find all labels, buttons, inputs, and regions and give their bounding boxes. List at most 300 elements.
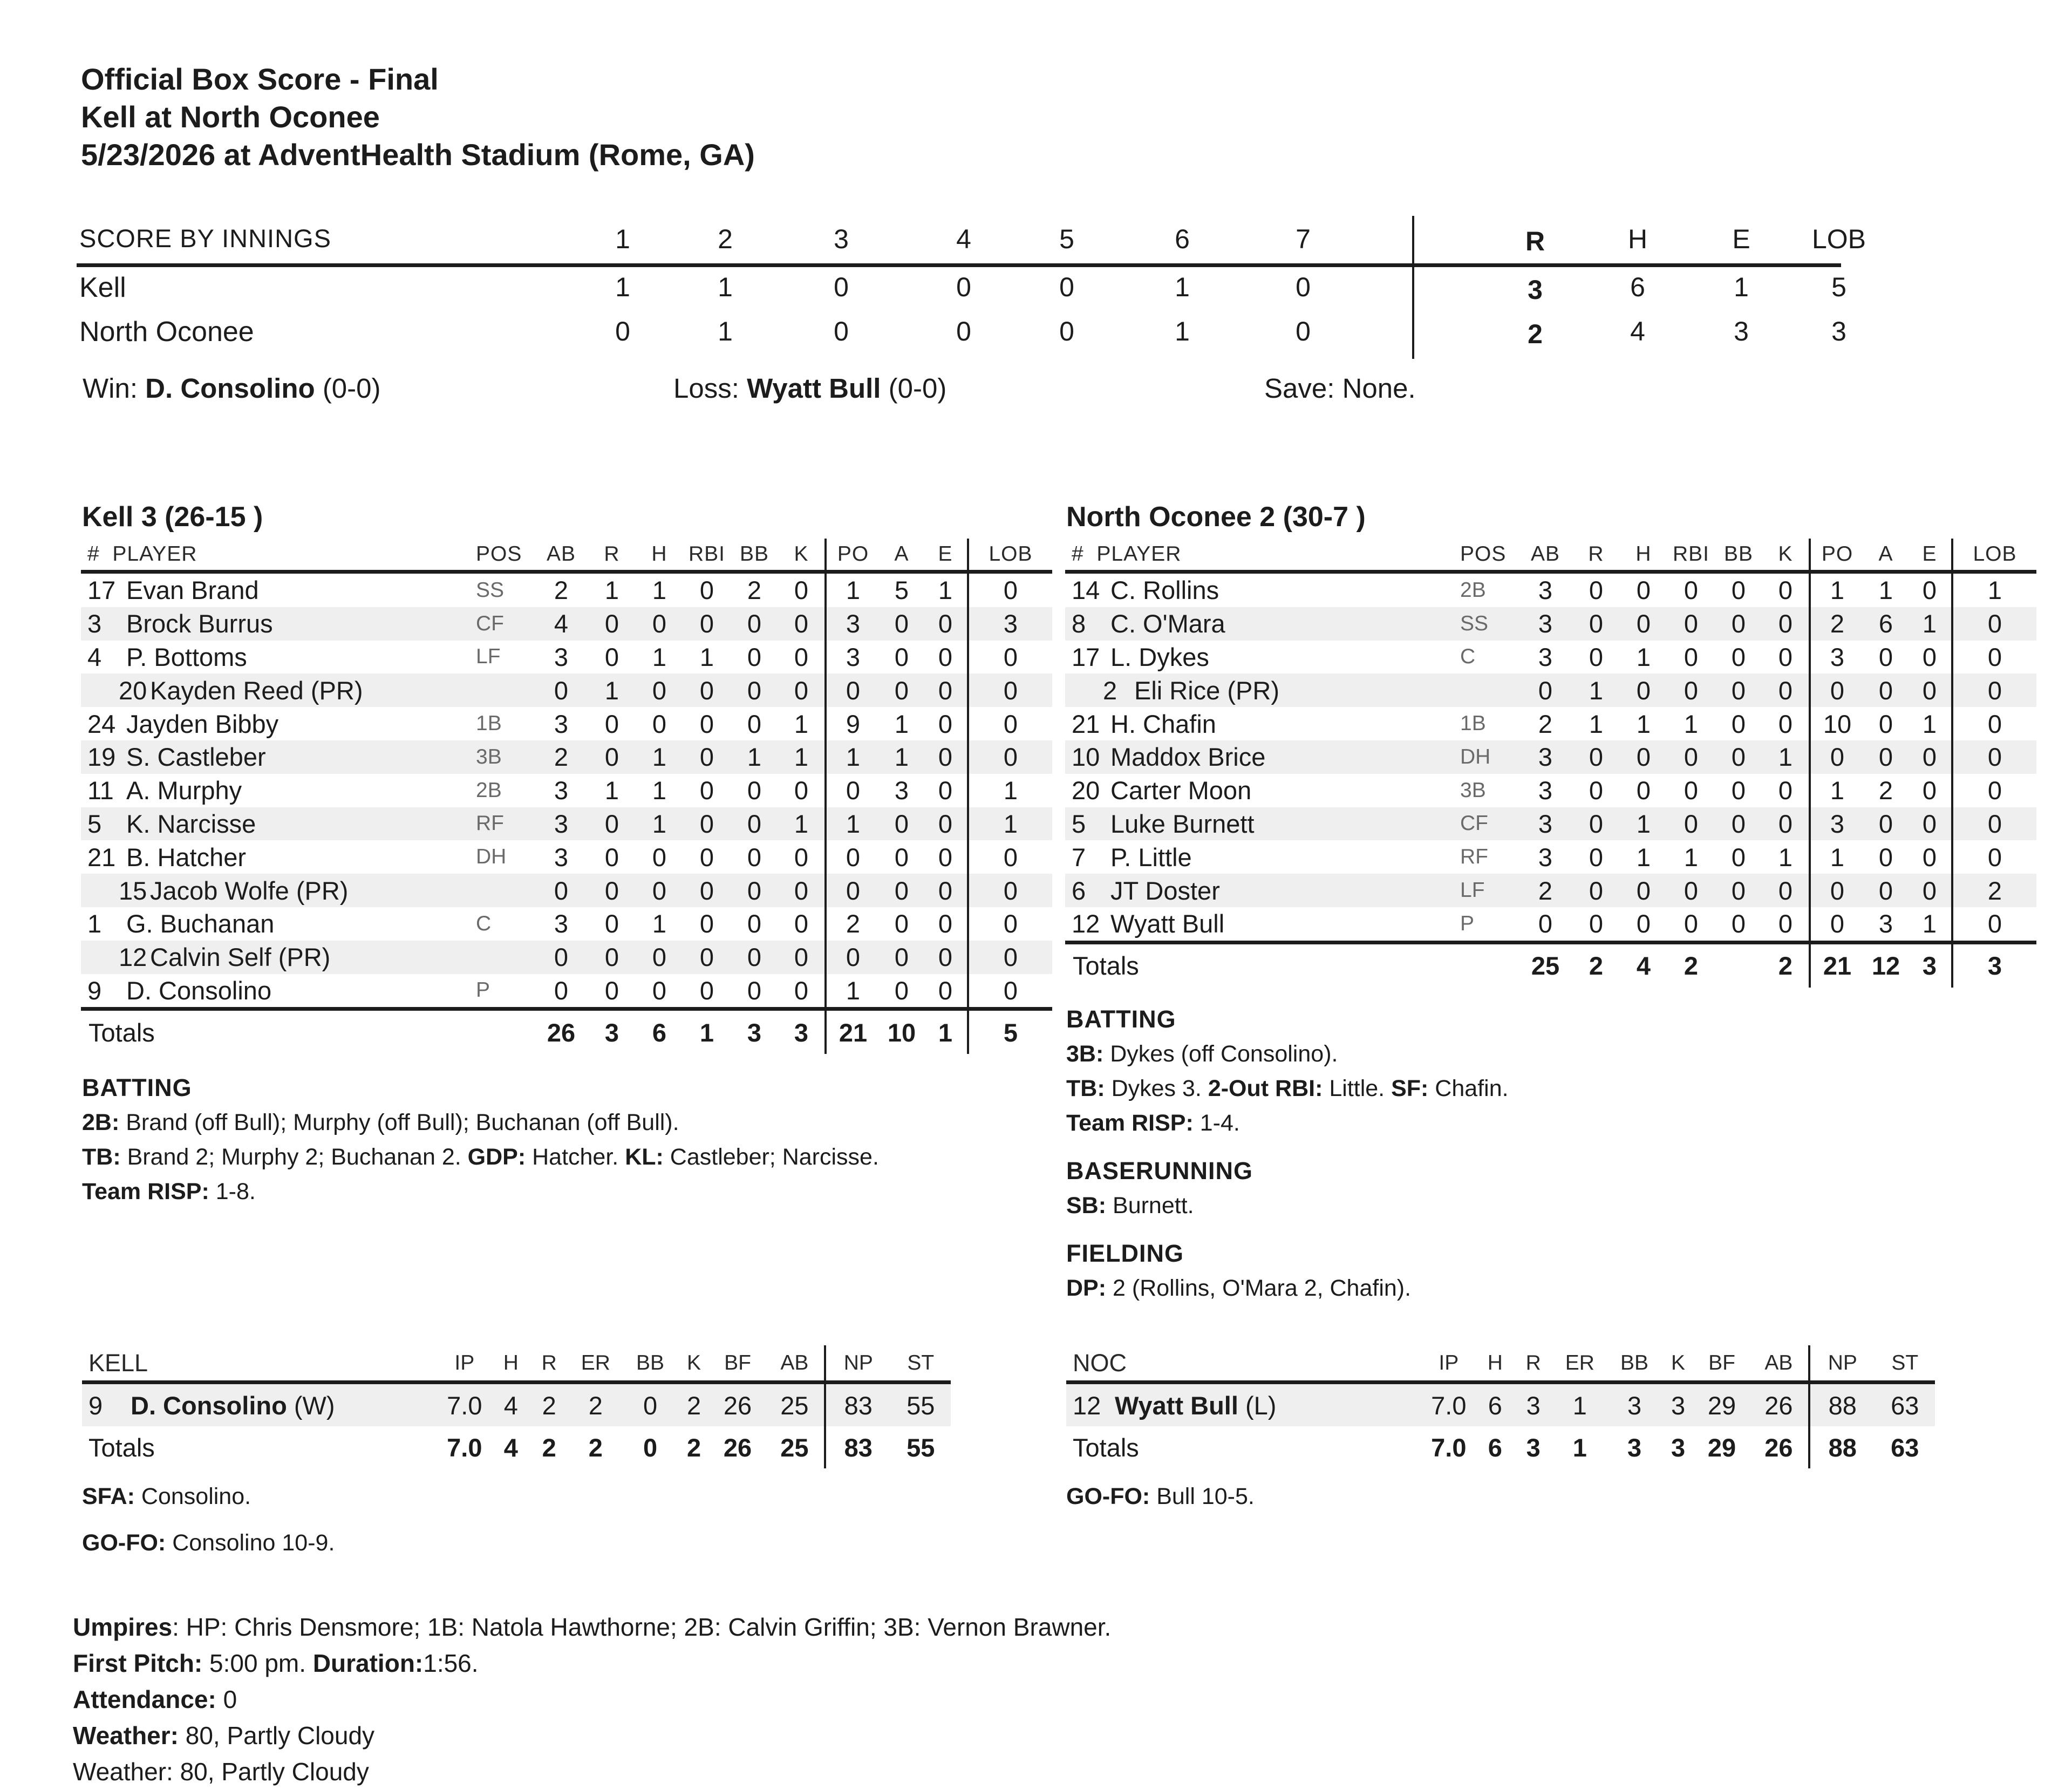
column-header: ER [581, 1351, 610, 1374]
stat-cell: 2 [1878, 776, 1893, 805]
stat-cell: 0 [1572, 874, 1620, 907]
home-batting-notes [1066, 1002, 1509, 1305]
note-line: Team RISP: 1-8. [82, 1179, 256, 1204]
total-cell: 25 [780, 1433, 809, 1462]
stat-cell: 55 [891, 1383, 951, 1427]
player-name: C. O'Mara [1110, 609, 1225, 638]
stat-cell: 3 [826, 607, 880, 641]
player-row [1065, 707, 2036, 740]
column-header: AB [780, 1351, 809, 1374]
total-cell: 88 [1809, 1426, 1875, 1468]
stat-cell: 0 [1952, 607, 2036, 641]
player-row [81, 641, 1052, 674]
stat-cell: 0 [1908, 740, 1952, 774]
stat-cell: 3 [554, 842, 569, 872]
stat-cell: 0 [1715, 673, 1762, 707]
stat-cell: 0 [731, 607, 778, 641]
stat-cell: 3 [554, 642, 569, 671]
stat-cell: 0 [604, 909, 619, 938]
note-line: GO-FO: Bull 10-5. [1066, 1483, 1255, 1509]
player-name: Evan Brand [126, 576, 259, 605]
player-position: CF [1454, 807, 1518, 841]
player-name-cell [81, 874, 469, 907]
inning-header: 3 [834, 224, 849, 254]
stat-cell: 3 [826, 641, 880, 674]
stat-cell: 1 [588, 673, 636, 707]
stat-cell: 83 [825, 1383, 891, 1427]
pitching-team-label: KELL [88, 1349, 148, 1377]
column-header: E [938, 542, 953, 566]
stat-cell: 0 [1731, 842, 1746, 872]
player-position: 1B [476, 712, 502, 736]
stat-cell: 0 [1589, 576, 1604, 605]
stat-cell: 3 [1518, 807, 1572, 841]
page-title: Official Box Score - Final [81, 62, 439, 96]
stat-cell: 0 [604, 976, 619, 1005]
stat-cell: 0 [1952, 907, 2036, 942]
stat-cell: 1 [1810, 572, 1864, 607]
home-pitching-table [1066, 1345, 1935, 1468]
inning-score: 0 [956, 316, 971, 346]
stat-cell: 0 [1762, 607, 1810, 641]
stat-cell: 1 [652, 576, 667, 605]
stat-cell: 1 [968, 774, 1052, 807]
jersey-number: 12 [119, 943, 147, 972]
stat-cell: 3 [1662, 1383, 1695, 1427]
stat-cell: 0 [1778, 776, 1793, 805]
stat-cell: 5 [894, 576, 909, 605]
attendance-line: Attendance: 0 [73, 1685, 237, 1713]
stat-cell: 0 [683, 673, 731, 707]
stat-cell: 0 [747, 842, 762, 872]
player-name-cell [81, 774, 469, 807]
home-batting-table [1065, 539, 2036, 988]
stat-cell: 0 [1731, 909, 1746, 938]
player-position: P [1460, 911, 1475, 935]
stat-cell: 0 [604, 642, 619, 671]
stat-cell: 0 [699, 776, 714, 805]
away-batting-notes [82, 1071, 879, 1209]
pitcher-row [82, 1383, 951, 1427]
player-position [469, 673, 534, 707]
stat-cell: 3 [1878, 909, 1893, 938]
stat-cell: 3 [894, 776, 909, 805]
stat-cell: 1 [731, 740, 778, 774]
stat-cell: 2 [1952, 874, 2036, 907]
stat-cell: 26 [710, 1383, 765, 1427]
column-header: LOB [968, 539, 1052, 572]
total-cell: 3 [1922, 951, 1937, 981]
win-record: (0-0) [322, 373, 381, 404]
stat-cell: 1 [699, 642, 714, 671]
player-name: B. Hatcher [126, 842, 247, 872]
player-row [1065, 907, 2036, 942]
total-cell: 55 [906, 1433, 935, 1462]
jersey-number: 10 [1072, 743, 1100, 772]
pitcher-decision: (W) [294, 1391, 335, 1420]
note-line: SFA: Consolino. [82, 1483, 251, 1509]
note-line: DP: 2 (Rollins, O'Mara 2, Chafin). [1066, 1275, 1412, 1301]
note-line: GO-FO: Consolino 10-9. [82, 1530, 335, 1556]
total-cell: 12 [1871, 951, 1900, 981]
player-row [81, 707, 1052, 740]
column-header: H [1487, 1351, 1503, 1374]
stat-cell: 0 [683, 807, 731, 841]
stat-cell: 0 [1589, 642, 1604, 671]
totals-divider [1412, 216, 1414, 359]
stat-cell: 0 [731, 874, 778, 907]
player-name-cell [81, 907, 469, 941]
column-header: IP [454, 1351, 475, 1374]
column-header: BF [724, 1351, 751, 1374]
stat-cell: 0 [731, 673, 778, 707]
stat-cell: 2 [568, 1383, 623, 1427]
totals-label: Totals [1073, 951, 1139, 981]
stat-cell: 0 [794, 909, 809, 938]
total-cell: 7.0 [447, 1433, 482, 1462]
total-cell: 3 [794, 1018, 809, 1047]
player-name: Luke Burnett [1110, 809, 1255, 838]
stat-cell: 3 [554, 776, 569, 805]
column-header: K [794, 542, 809, 566]
stat-cell: 0 [1810, 673, 1864, 707]
stat-cell: 0 [731, 941, 778, 974]
inning-header: 4 [956, 224, 971, 254]
player-name-cell [1065, 907, 1454, 942]
stat-cell: 0 [1778, 909, 1793, 938]
stat-cell: 2 [747, 576, 762, 605]
stat-cell: 0 [968, 941, 1052, 974]
loss-pitcher-name: Wyatt Bull [747, 373, 881, 404]
stat-cell: 0 [1864, 874, 1908, 907]
stat-cell: 0 [880, 807, 924, 841]
stat-cell: 0 [1538, 909, 1553, 938]
stat-cell: 0 [636, 941, 683, 974]
stat-cell: 1 [1952, 572, 2036, 607]
player-name-cell [1065, 807, 1454, 841]
empty-cell [1454, 942, 1518, 988]
stat-cell: 88 [1809, 1383, 1875, 1427]
stat-cell: 0 [534, 941, 588, 974]
runs-header: R [1525, 226, 1545, 256]
totals-row [1066, 1426, 1935, 1468]
stat-cell: 29 [1694, 1383, 1749, 1427]
inning-header: 2 [718, 224, 733, 254]
total-cell: 0 [643, 1433, 658, 1462]
player-name: JT Doster [1110, 876, 1220, 905]
box-score-header [81, 60, 755, 174]
column-header: H [1635, 542, 1652, 566]
team-errors: 3 [1734, 316, 1749, 346]
total-cell: 7.0 [1431, 1433, 1467, 1462]
stat-cell: 0 [604, 842, 619, 872]
stat-cell: 2 [1518, 874, 1572, 907]
player-name: G. Buchanan [126, 909, 275, 938]
column-header-player: # PLAYER [1072, 542, 1182, 566]
stat-cell: 0 [683, 874, 731, 907]
player-name-cell [81, 641, 469, 674]
column-header: H [503, 1351, 519, 1374]
note-line: Team RISP: 1-4. [1066, 1110, 1240, 1136]
stat-cell: 1 [968, 807, 1052, 841]
stat-cell: 3 [1607, 1383, 1661, 1427]
total-cell: 21 [826, 1009, 880, 1054]
player-row [81, 874, 1052, 907]
team-lob: 3 [1831, 316, 1846, 346]
total-cell: 3 [1952, 942, 2036, 988]
stat-cell: 3 [1538, 842, 1553, 872]
column-header: PO [1810, 539, 1864, 572]
stat-cell: 0 [588, 740, 636, 774]
stat-cell: 3 [1810, 807, 1864, 841]
stat-cell: 0 [554, 976, 569, 1005]
stat-cell: 0 [1636, 909, 1651, 938]
header-row [1065, 539, 2036, 572]
stat-cell: 26 [1749, 1383, 1809, 1427]
total-cell: 10 [887, 1018, 916, 1047]
home-pitching-notes [1066, 1473, 1255, 1520]
stat-cell: 0 [683, 607, 731, 641]
stat-cell: 0 [588, 941, 636, 974]
player-name-cell [1065, 572, 1454, 607]
total-cell: 83 [825, 1426, 891, 1468]
player-row [81, 673, 1052, 707]
stat-cell: 0 [968, 840, 1052, 874]
team-hits: 4 [1630, 316, 1645, 346]
stat-cell: 0 [1572, 807, 1620, 841]
player-name: Wyatt Bull [1110, 909, 1225, 938]
stat-cell: 0 [1864, 807, 1908, 841]
stat-cell: 0 [1778, 709, 1793, 738]
stat-cell: 1 [604, 576, 619, 605]
note-line: SB: Burnett. [1066, 1193, 1194, 1219]
stat-cell: 3 [1518, 607, 1572, 641]
player-row [1065, 641, 2036, 674]
player-name-cell [81, 673, 469, 707]
column-header: ST [1891, 1351, 1919, 1374]
stat-cell: 0 [683, 740, 731, 774]
player-position: 2B [1460, 578, 1486, 602]
inning-score: 1 [718, 272, 733, 302]
stat-cell: 0 [1922, 776, 1937, 805]
stat-cell: 1 [826, 740, 880, 774]
column-header: AB [546, 542, 576, 566]
stat-cell: 1 [826, 974, 880, 1009]
totals-label: Totals [1073, 1433, 1139, 1462]
jersey-number: 8 [1072, 609, 1086, 638]
column-header: RBI [1672, 542, 1709, 566]
jersey-number: 9 [87, 976, 102, 1005]
stat-cell: 1 [778, 740, 826, 774]
win-pitcher-name: D. Consolino [145, 373, 315, 404]
stat-cell: 1 [826, 572, 880, 607]
stat-cell: 0 [699, 909, 714, 938]
stat-cell: 0 [636, 673, 683, 707]
stat-cell: 1 [1810, 774, 1864, 807]
pitcher-name-cell [82, 1383, 437, 1427]
jersey-number: 3 [87, 609, 102, 638]
stat-cell: 7.0 [1421, 1383, 1476, 1427]
total-cell: 2 [1778, 951, 1793, 981]
inning-header: 1 [615, 224, 630, 254]
stat-cell: 0 [938, 776, 953, 805]
score-by-innings-label: SCORE BY INNINGS [79, 224, 331, 253]
player-position: 3B [469, 740, 534, 774]
stat-cell: 0 [894, 909, 909, 938]
stat-cell: 63 [1875, 1383, 1935, 1427]
stat-cell: 0 [894, 642, 909, 671]
stat-cell: 9 [826, 707, 880, 740]
total-cell: 3 [747, 1018, 762, 1047]
column-header: K [1671, 1351, 1686, 1374]
player-position: P [476, 978, 490, 1002]
stat-cell: 0 [1731, 709, 1746, 738]
pitcher-name: Wyatt Bull [1115, 1391, 1238, 1420]
note-line: 3B: Dykes (off Consolino). [1066, 1041, 1338, 1067]
stat-cell: 0 [880, 607, 924, 641]
winning-pitcher [83, 372, 381, 404]
stat-cell: 0 [968, 907, 1052, 941]
totals-label: Totals [88, 1433, 155, 1462]
player-name-cell [81, 840, 469, 874]
stat-cell: 2 [554, 576, 569, 605]
player-name-cell [1065, 840, 1454, 874]
pitcher-name-cell [1066, 1383, 1421, 1427]
column-header: BB [1723, 542, 1754, 566]
total-cell: 3 [1627, 1433, 1642, 1462]
stat-cell: 1 [1778, 842, 1793, 872]
stat-cell: 0 [1908, 673, 1952, 707]
column-header-player: # PLAYER [87, 542, 197, 566]
stat-cell: 0 [1778, 576, 1793, 605]
player-name: Maddox Brice [1110, 743, 1266, 772]
note-line: 2B: Brand (off Bull); Murphy (off Bull); Buchanan (off Bull). [82, 1110, 679, 1135]
player-name-cell [81, 807, 469, 841]
note-line: TB: Brand 2; Murphy 2; Buchanan 2. GDP: Hatcher. KL: Castleber; Narcisse. [82, 1144, 879, 1170]
stat-cell: 0 [1731, 642, 1746, 671]
player-name: Jayden Bibby [126, 709, 279, 738]
stat-cell: 0 [880, 874, 924, 907]
stat-cell: 0 [1667, 673, 1715, 707]
stat-cell: 1 [880, 740, 924, 774]
stat-cell: 2 [1810, 607, 1864, 641]
column-header: ST [907, 1351, 935, 1374]
stat-cell: 0 [1810, 907, 1864, 942]
stat-cell: 0 [588, 807, 636, 841]
stat-cell: 0 [1778, 642, 1793, 671]
jersey-number: 11 [87, 776, 114, 805]
stat-cell: 0 [794, 776, 809, 805]
away-team-title: Kell 3 (26-15 ) [82, 501, 263, 533]
stat-cell: 0 [1715, 874, 1762, 907]
stat-cell: 0 [1667, 807, 1715, 841]
stat-cell: 0 [747, 776, 762, 805]
stat-cell: 0 [826, 874, 880, 907]
stat-cell: 0 [1864, 740, 1908, 774]
game-info-footer [73, 1609, 1111, 1790]
stat-cell: 0 [1715, 807, 1762, 841]
weather-line-plain: Weather: 80, Partly Cloudy [73, 1758, 369, 1786]
hits-header: H [1627, 224, 1648, 254]
column-header: RBI [688, 542, 725, 566]
stat-cell: 0 [968, 572, 1052, 607]
player-name: Jacob Wolfe (PR) [150, 876, 349, 905]
stat-cell: 0 [1922, 576, 1937, 605]
player-position: C [476, 911, 492, 935]
stat-cell: 0 [968, 974, 1052, 1009]
column-header: A [894, 542, 909, 566]
stat-cell: 0 [1572, 740, 1620, 774]
player-position: CF [469, 607, 534, 641]
stat-cell: 1 [636, 740, 683, 774]
column-header: R [1525, 1351, 1541, 1374]
column-header: R [604, 542, 620, 566]
player-position: SS [476, 578, 505, 602]
stat-cell: 0 [1620, 874, 1667, 907]
player-name-cell [81, 941, 469, 974]
stat-cell: 0 [924, 607, 968, 641]
stat-cell: 3 [1538, 576, 1553, 605]
stat-cell: 0 [652, 842, 667, 872]
stat-cell: 1 [1922, 909, 1937, 938]
player-position: 1B [1460, 712, 1486, 736]
stat-cell: 1 [652, 909, 667, 938]
column-header: H [651, 542, 667, 566]
first-pitch-line: First Pitch: 5:00 pm. Duration:1:56. [73, 1649, 479, 1677]
jersey-number: 1 [87, 909, 102, 938]
stat-cell: 0 [1589, 909, 1604, 938]
stat-cell: 0 [880, 673, 924, 707]
jersey-number: 4 [87, 642, 102, 671]
jersey-number: 20 [119, 676, 147, 705]
section-heading: FIELDING [1066, 1240, 1184, 1267]
player-position: 2B [476, 778, 502, 802]
total-cell: 1 [699, 1018, 714, 1047]
player-name: Carter Moon [1110, 776, 1252, 805]
player-name: Kayden Reed (PR) [150, 676, 363, 705]
stat-cell: 0 [747, 709, 762, 738]
player-row [81, 840, 1052, 874]
stat-cell: 0 [1952, 641, 2036, 674]
game-date-venue: 5/23/2026 at AdventHealth Stadium (Rome, GA) [81, 138, 755, 172]
stat-cell: 0 [826, 840, 880, 874]
stat-cell: 1 [636, 807, 683, 841]
totals-row [82, 1426, 951, 1468]
player-name: D. Consolino [126, 976, 272, 1005]
player-name-cell [1065, 740, 1454, 774]
jersey-number: 21 [87, 842, 116, 872]
stat-cell: 0 [1952, 740, 2036, 774]
matchup-title: Kell at North Oconee [81, 100, 380, 134]
total-cell: 63 [1891, 1433, 1919, 1462]
stat-cell: 1 [1589, 709, 1604, 738]
player-position [469, 941, 534, 974]
umpires-line: Umpires: HP: Chris Densmore; 1B: Natola Hawthorne; 2B: Calvin Griffin; 3B: Vernon Brawner. [73, 1613, 1112, 1641]
stat-cell: 0 [794, 976, 809, 1005]
stat-cell: 1 [1636, 842, 1651, 872]
column-header: E [1922, 542, 1937, 566]
stat-cell: 0 [880, 941, 924, 974]
inning-score: 0 [1059, 316, 1074, 346]
player-row [81, 774, 1052, 807]
jersey-number: 12 [1072, 909, 1100, 938]
team-runs: 3 [1528, 275, 1543, 305]
stat-cell: 0 [894, 976, 909, 1005]
stat-cell: 3 [1518, 740, 1572, 774]
stat-cell: 0 [1762, 673, 1810, 707]
stat-cell: 0 [1952, 840, 2036, 874]
stat-cell: 4 [492, 1383, 530, 1427]
